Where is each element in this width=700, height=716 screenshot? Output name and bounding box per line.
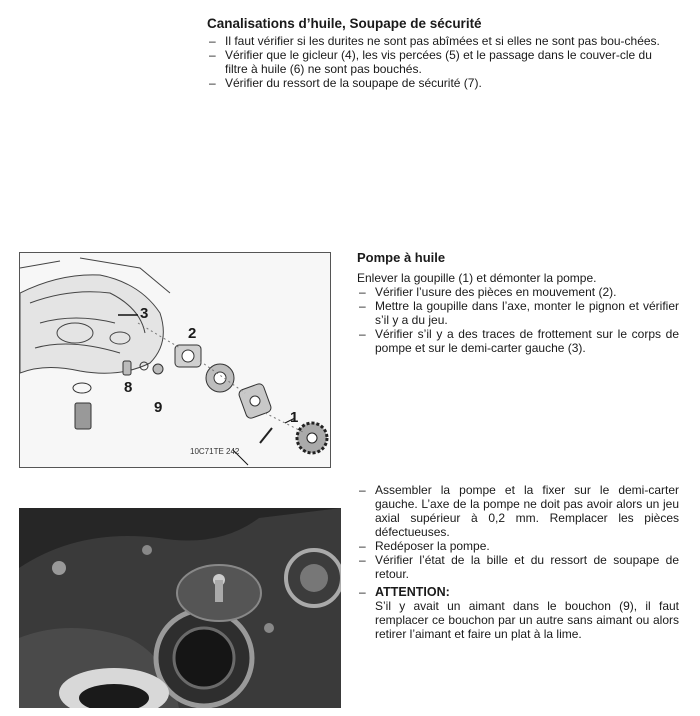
callout-9: 9 [154,399,163,416]
attention-dash: – [359,585,366,599]
list-item: – Vérifier du ressort de la soupape de sécurité (7). [207,76,677,90]
pump-rotor-drawing [206,364,234,392]
oil-pump-photo [19,508,341,708]
list-item: – Vérifier l’usure des pièces en mouvement (2). [357,285,679,299]
section-oil-lines [207,16,677,90]
oil-pump-exploded-drawing [20,253,330,467]
section-oil-pump [357,250,679,355]
callout-3: 3 [140,305,149,322]
section-assembly [357,483,679,641]
list-item: – Redéposer la pompe. [357,539,679,553]
attention-text: S’il y avait un aimant dans le bouchon (9), il faut remplacer ce bouchon par un autre sans aimant ou alors retirer l’aimant et faire un plat à la lime. [375,599,679,641]
callout-8: 8 [124,379,133,396]
figure-caption: 10C71TE 242 [190,447,240,456]
oil-pump-diagram [19,252,331,468]
drive-gear-drawing [297,423,327,453]
attention-title: ATTENTION: [375,585,450,599]
oil-pump-photo-drawing [19,508,341,708]
callout-2: 2 [188,325,197,342]
oil-pump-list [357,285,679,355]
list-item: – Mettre la goupille dans l’axe, monter le pignon et vérifier s’il y a du jeu. [357,299,679,327]
pin-drawing [260,428,272,443]
oil-lines-list [207,34,677,90]
list-item: – Assembler la pompe et la fixer sur le demi-carter gauche. L’axe de la pompe ne doit pas avoir alors un jeu axial supérieur à 0,2 mm. Remplacer les pièces défectueuses. [357,483,679,539]
list-item: – Vérifier s’il y a des traces de frottement sur le corps de pompe et sur le demi-carter gauche (3). [357,327,679,355]
attention-block [357,585,679,641]
list-item: – Vérifier que le gicleur (4), les vis percées (5) et le passage dans le couver-cle du filtre à huile (6) ne sont pas bouchés. [207,48,677,76]
list-item: – Il faut vérifier si les durites ne sont pas abîmées et si elles ne sont pas bou-chées. [207,34,677,48]
section-title-oil-lines: Canalisations d’huile, Soupape de sécurité [207,16,482,31]
pump-cover-drawing [238,382,273,419]
oil-pump-intro: Enlever la goupille (1) et démonter la pompe. [357,271,597,285]
pump-body-drawing [175,345,201,367]
assembly-list [357,483,679,581]
section-title-oil-pump: Pompe à huile [357,250,446,265]
callout-1: 1 [290,409,299,426]
list-item: – Vérifier l’état de la bille et du ressort de soupape de retour. [357,553,679,581]
